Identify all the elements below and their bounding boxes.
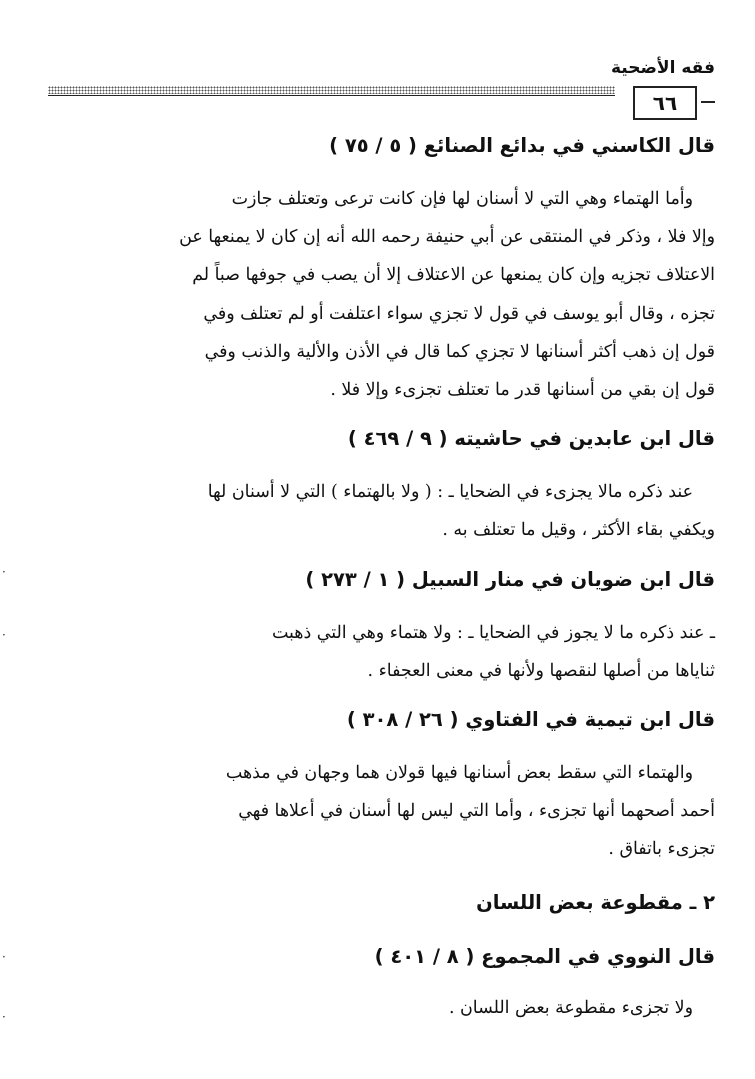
text-line: الاعتلاف تجزيه وإن كان يمنعها عن الاعتلاف إلا أن يصب في جوفها صباً لم	[192, 265, 715, 286]
section-paragraph	[46, 989, 715, 1027]
text-line: قول إن ذهب أكثر أسنانها لا تجزي كما قال في الأذن والألية والذنب وفي	[204, 341, 715, 362]
text-line: ـ عند ذكره ما لا يجوز في الضحايا ـ : ولا هتماء وهي التي ذهبت	[271, 622, 715, 643]
text-line: عند ذكره مالا يجزىء في الضحايا ـ : ( ولا بالهتماء ) التي لا أسنان لها	[207, 482, 693, 503]
subheading: ٢ ـ مقطوعة بعض اللسان	[476, 890, 715, 914]
page-body	[46, 126, 715, 1027]
margin-mark: ·	[2, 1010, 6, 1024]
margin-mark: ·	[2, 628, 6, 642]
text-line: أحمد أصحهما أنها تجزىء ، وأما التي ليس لها أسنان في أعلاها فهي	[238, 801, 715, 822]
text-line: وإلا فلا ، وذكر في المنتقى عن أبي حنيفة رحمه الله أنه إن كان لا يمنعها عن	[179, 227, 715, 248]
section-heading: قال ابن ضويان في منار السبيل ( ١ / ٢٧٣ )	[305, 567, 715, 591]
section-paragraph	[46, 754, 715, 869]
header-rule	[48, 95, 615, 96]
text-line: تجزىء باتفاق .	[608, 839, 715, 860]
header-dotted-rule	[48, 86, 615, 94]
section-paragraph	[46, 614, 715, 690]
section-heading: قال الكاسني في بدائع الصنائع ( ٥ / ٧٥ )	[329, 134, 715, 157]
margin-mark: ·	[2, 565, 6, 579]
margin-mark: ·	[2, 950, 6, 964]
text-line: والهتماء التي سقط بعض أسنانها فيها قولان هما وجهان في مذهب	[225, 763, 693, 784]
text-line: ويكفي بقاء الأكثر ، وقيل ما تعتلف به .	[442, 520, 715, 541]
section-heading: قال ابن تيمية في الفتاوي ( ٢٦ / ٣٠٨ )	[346, 708, 715, 732]
text-line: قول إن بقي من أسنانها قدر ما تعتلف تجزىء وإلا فلا .	[330, 380, 715, 401]
section-heading: قال ابن عابدين في حاشيته ( ٩ / ٤٦٩ )	[347, 427, 715, 451]
header-rule-end	[701, 101, 715, 103]
text-line: وأما الهتماء وهي التي لا أسنان لها فإن كانت ترعى وتعتلف جازت	[231, 189, 693, 209]
section-heading: قال النووي في المجموع ( ٨ / ٤٠١ )	[374, 944, 715, 968]
section-paragraph	[46, 180, 715, 409]
text-line: تجزه ، وقال أبو يوسف في قول لا تجزي سواء اعتلفت أو لم تعتلف وفي	[203, 303, 715, 324]
section-paragraph	[46, 473, 715, 549]
text-line: ثناياها من أصلها لنقصها ولأنها في معنى العجفاء .	[367, 660, 715, 681]
text-line: ولا تجزىء مقطوعة بعض اللسان .	[448, 997, 693, 1018]
page-number: ٦٦	[633, 86, 697, 120]
running-title: فقه الأضحية	[610, 58, 715, 78]
